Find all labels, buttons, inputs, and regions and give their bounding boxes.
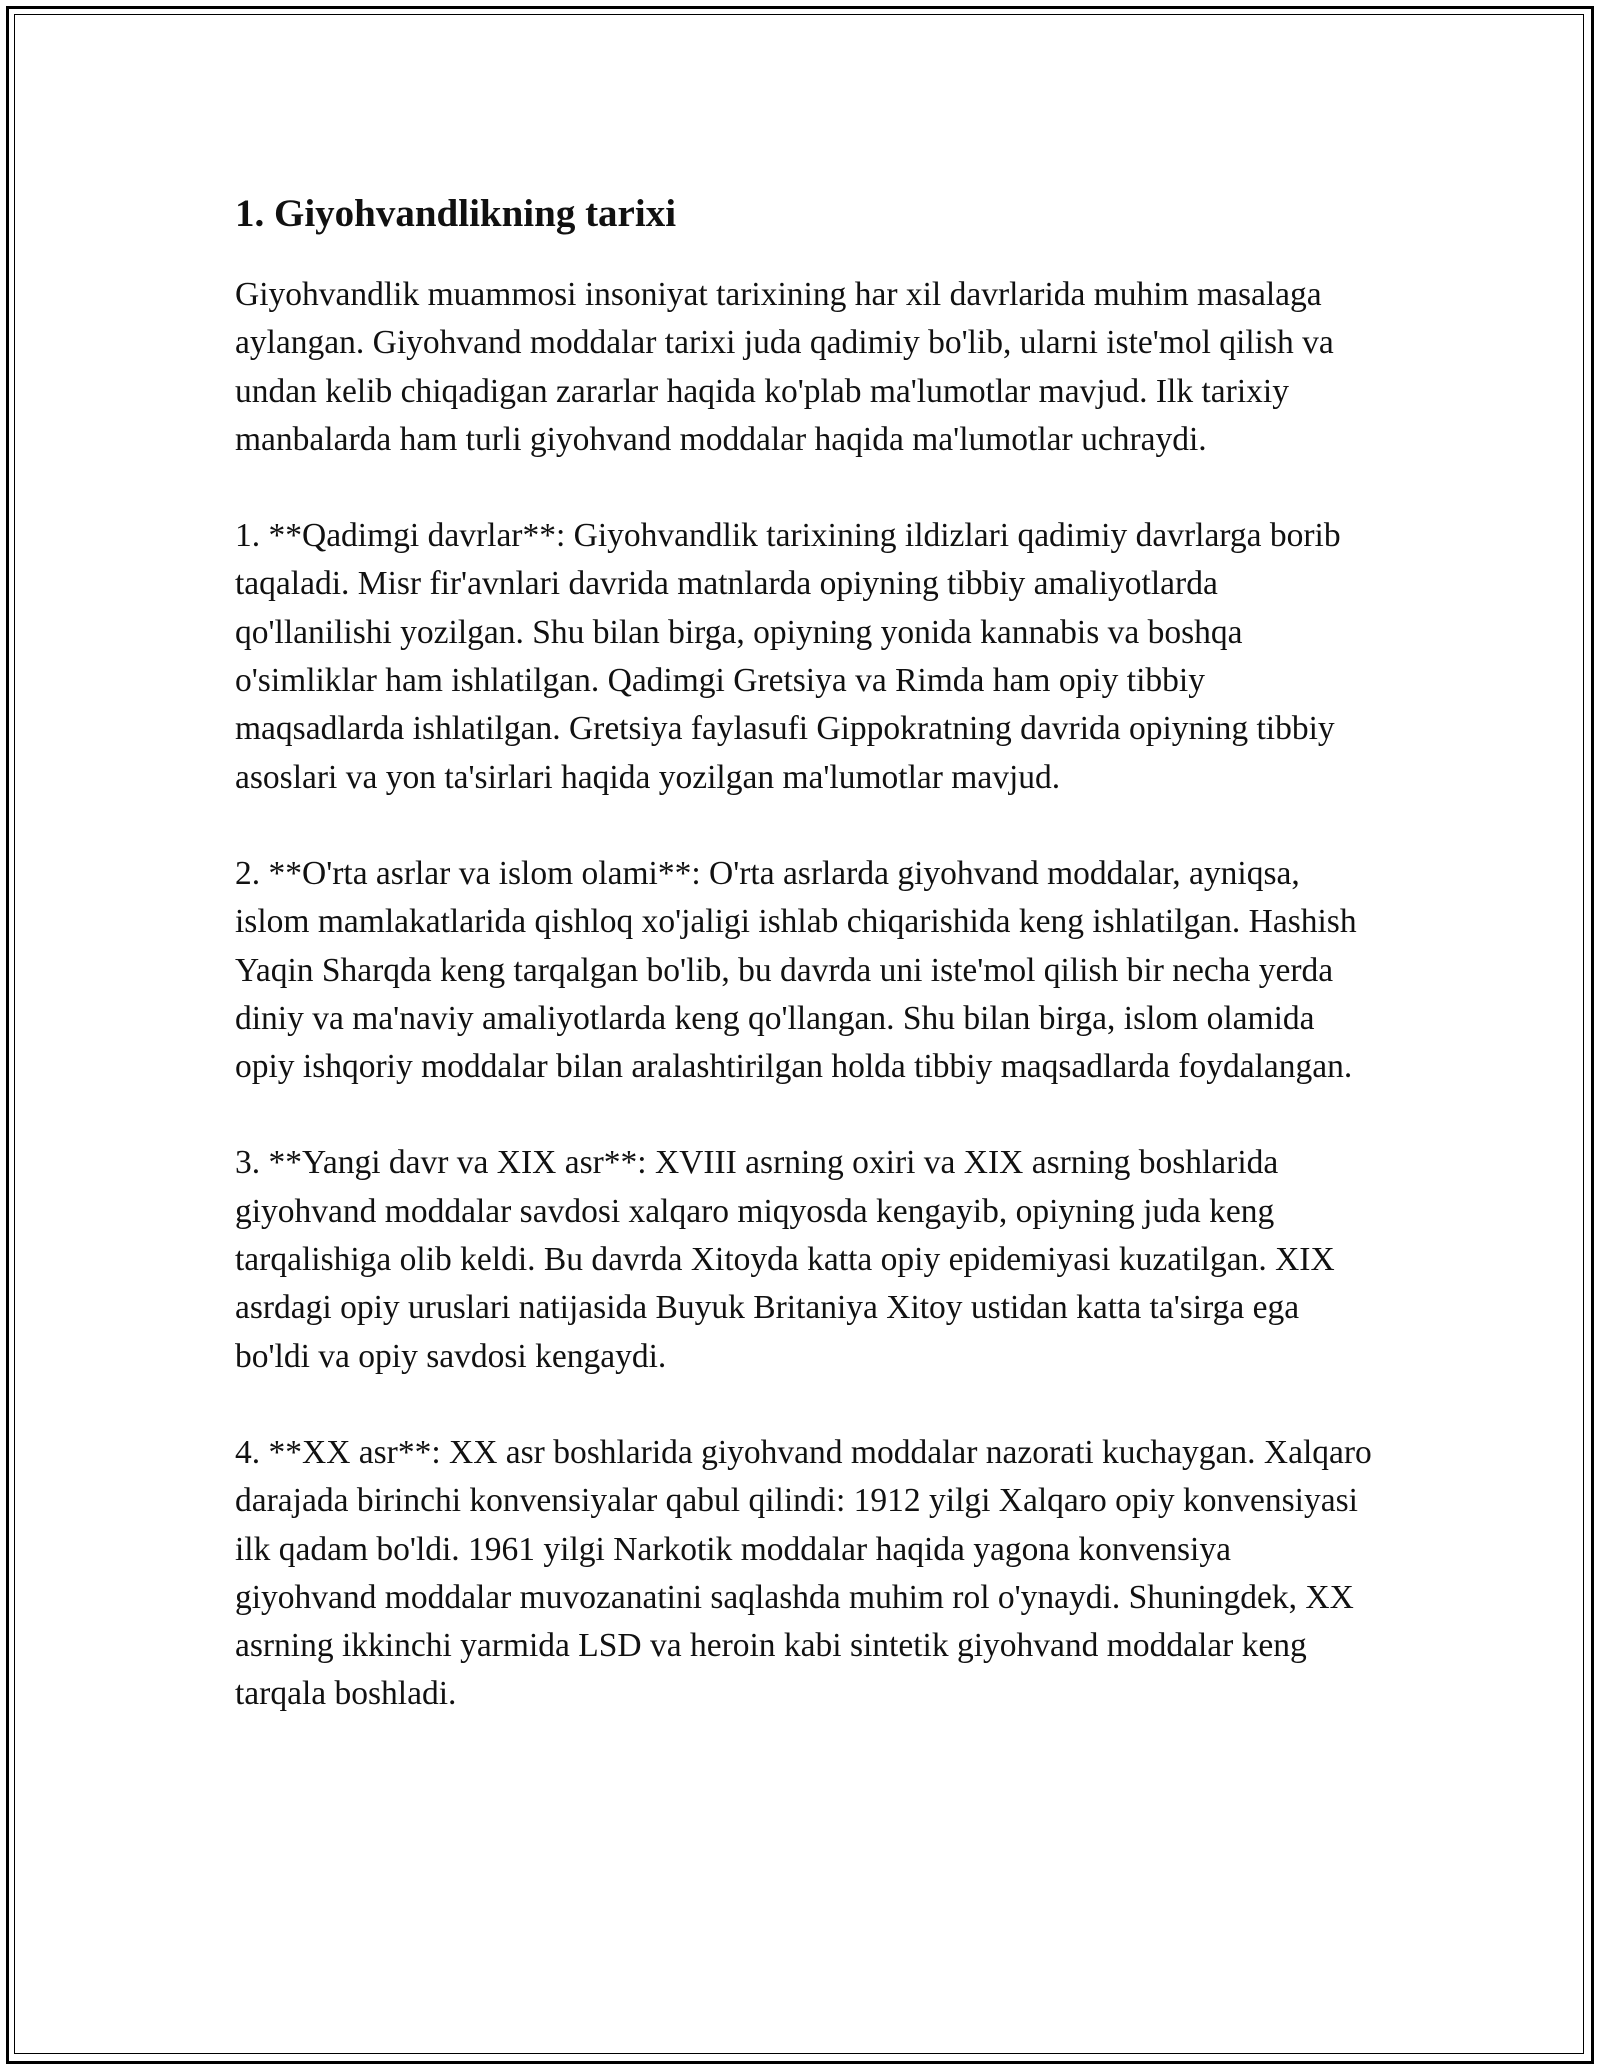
document-title: 1. Giyohvandlikning tarixi xyxy=(235,192,677,235)
paragraph-ancient-times: 1. **Qadimgi davrlar**: Giyohvandlik tarixining ildizlari qadimiy davrlarga borib taqaladi. Misr fir'avnlari davrida matnlarda opiyning tibbiy amaliyotlarda qo'llanilishi yozilgan. Shu bilan birga, opiyning yonida kannabis va boshqa o'simliklar ham ishlatilgan. Qadimgi Gretsiya va Rimda ham opiy tibbiy maqsadlarda ishlatilgan. Gretsiya faylasufi Gippokratning davrida opiyning tibbiy asoslari va yon ta'sirlari haqida yozilgan ma'lumotlar mavjud. xyxy=(235,517,1341,796)
paragraph-intro: Giyohvandlik muammosi insoniyat tarixining har xil davrlarida muhim masalaga aylangan. Giyohvand moddalar tarixi juda qadimiy bo'lib, ularni iste'mol qilish va undan kelib chiqadigan zararlar haqida ko'plab ma'lumotlar mavjud. Ilk tarixiy manbalarda ham turli giyohvand moddalar haqida ma'lumotlar uchraydi. xyxy=(235,276,1334,458)
document-body xyxy=(235,185,1375,1767)
paragraph-new-era: 3. **Yangi davr va XIX asr**: XVIII asrning oxiri va XIX asrning boshlarida giyohvand moddalar savdosi xalqaro miqyosda kengayib, opiyning juda keng tarqalishiga olib keldi. Bu davrda Xitoyda katta opiy epidemiyasi kuzatilgan. XIX asrdagi opiy uruslari natijasida Buyuk Britaniya Xitoy ustidan katta ta'sirga ega bo'ldi va opiy savdosi kengaydi. xyxy=(235,1144,1335,1375)
paragraph-twentieth-century: 4. **XX asr**: XX asr boshlarida giyohvand moddalar nazorati kuchaygan. Xalqaro darajada birinchi konvensiyalar qabul qilindi: 1912 yilgi Xalqaro opiy konvensiyasi ilk qadam bo'ldi. 1961 yilgi Narkotik moddalar haqida yagona konvensiya giyohvand moddalar muvozanatini saqlashda muhim rol o'ynaydi. Shuningdek, XX asrning ikkinchi yarmida LSD va heroin kabi sintetik giyohvand moddalar keng tarqala boshladi. xyxy=(235,1433,1372,1713)
paragraph-middle-ages: 2. **O'rta asrlar va islom olami**: O'rta asrlarda giyohvand moddalar, ayniqsa, islom mamlakatlarida qishloq xo'jaligi ishlab chiqarishida keng ishlatilgan. Hashish Yaqin Sharqda keng tarqalgan bo'lib, bu davrda uni iste'mol qilish bir necha yerda diniy va ma'naviy amaliyotlarda keng qo'llangan. Shu bilan birga, islom olamida opiy ishqoriy moddalar bilan aralashtirilgan holda tibbiy maqsadlarda foydalangan. xyxy=(235,854,1357,1086)
